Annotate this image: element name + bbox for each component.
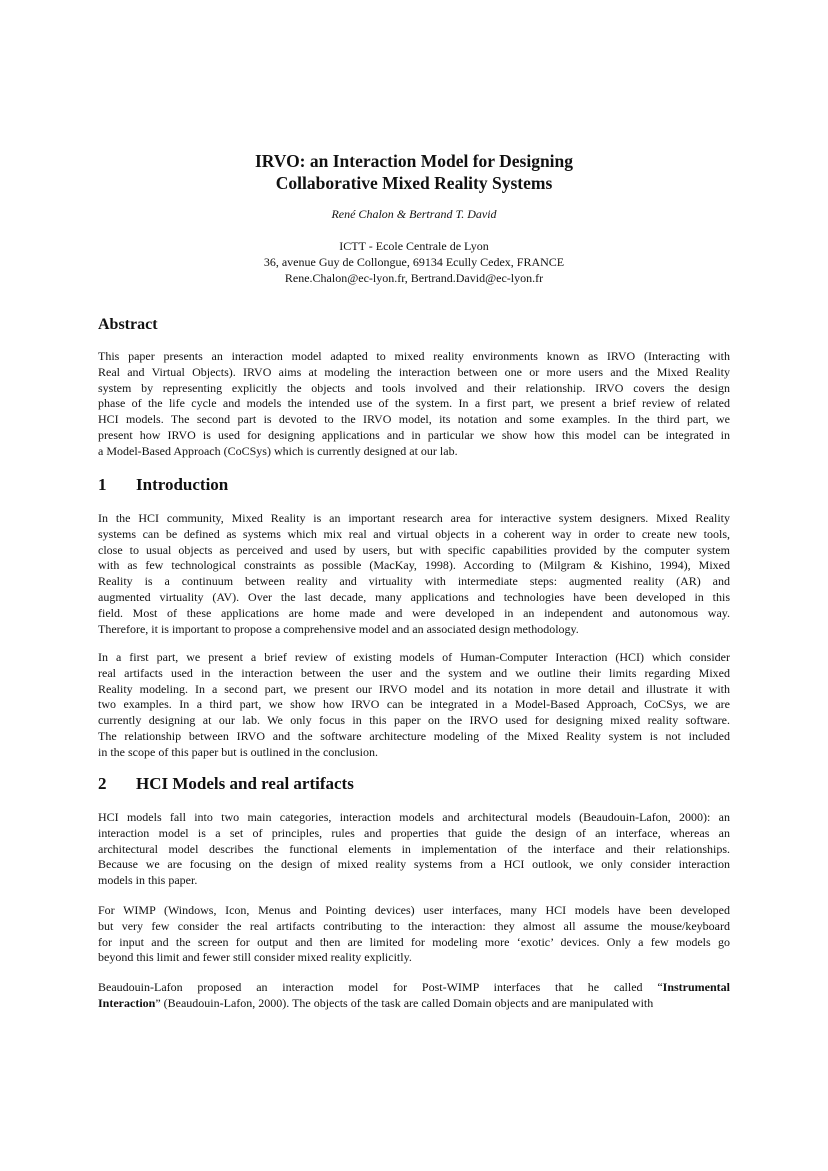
- text-line: Reality modeling. In a second part, we present our IRVO model and its notation in more detail and illustrate it with: [98, 681, 730, 696]
- text-line: In a first part, we present a brief review of existing models of Human-Computer Interaction (HCI) which consider: [98, 650, 730, 664]
- text-line: In the HCI community, Mixed Reality is an important research area for interactive system designers. Mixed Reality: [98, 511, 730, 525]
- text-line: interaction model is a set of principles, rules and properties that guide the design of an interface, whereas an: [98, 825, 730, 840]
- text-line: Because we are focusing on the design of mixed reality systems from a HCI outlook, we only consider interaction: [98, 857, 730, 872]
- intro-paragraph-1: [98, 511, 730, 637]
- section-1-heading: [98, 475, 228, 495]
- affiliation-institution: ICTT - Ecole Centrale de Lyon: [339, 239, 489, 253]
- affiliation-address: 36, avenue Guy de Collongue, 69134 Ecully Cedex, FRANCE: [263, 255, 565, 269]
- text-line: models in this paper.: [98, 873, 198, 888]
- abstract-heading: Abstract: [98, 316, 158, 333]
- term-interaction: Interaction: [98, 995, 156, 1010]
- text-line: Reality is a continuum between reality and virtuality with intermediate steps: augmented reality (AR) and: [98, 574, 730, 589]
- paper-authors: René Chalon & Bertrand T. David: [331, 207, 497, 221]
- title-line-1: IRVO: an Interaction Model for Designing: [254, 151, 574, 171]
- section-2-paragraph-2: [98, 903, 730, 966]
- section-title: HCI Models and real artifacts: [136, 774, 354, 793]
- text-line: close to usual objects as perceived and used by users, but with specific capabilities provided by the computer system: [98, 542, 730, 557]
- text-line: present how IRVO is used for designing applications and in particular we show how this model can be integrated in: [98, 427, 730, 442]
- text-line: beyond this limit and fewer still consider mixed reality explicitly.: [98, 950, 412, 965]
- section-2-paragraph-1: [98, 810, 730, 889]
- text-line: [98, 996, 730, 1012]
- text-run: ” (Beaudouin-Lafon, 2000). The objects of the task are called Domain objects and are manipulated with: [155, 995, 654, 1010]
- text-line: HCI models fall into two main categories, interaction models and architectural models (Beaudouin-Lafon, 2000): an: [98, 810, 730, 824]
- section-2-heading: [98, 774, 354, 794]
- text-line: [98, 980, 730, 996]
- text-line: This paper presents an interaction model adapted to mixed reality environments known as IRVO (Interacting with: [98, 349, 730, 363]
- text-line: Therefore, it is important to propose a comprehensive model and an associated design methodology.: [98, 621, 579, 636]
- text-line: system by representing explicitly the objects and tools involved and their relationship. IRVO covers the design: [98, 380, 730, 395]
- text-line: architectural model describes the functional elements in implementation of the interface and their relationships.: [98, 841, 730, 856]
- text-line: For WIMP (Windows, Icon, Menus and Pointing devices) user interfaces, many HCI models have been developed: [98, 903, 730, 917]
- section-title: Introduction: [136, 475, 229, 494]
- section-number: 1: [98, 475, 107, 494]
- text-line: but very few consider the real artifacts contributing to the interaction: they almost all assume the mouse/keyboard: [98, 918, 730, 933]
- title-line-2: Collaborative Mixed Reality Systems: [275, 173, 553, 193]
- intro-paragraph-2: [98, 650, 730, 761]
- text-run: Beaudouin-Lafon proposed an interaction model for Post-WIMP interfaces that he called “: [98, 980, 663, 994]
- text-line: systems can be defined as systems which mix real and virtual objects in a coherent way in order to create new tools,: [98, 526, 730, 541]
- text-line: for input and the screen for output and then are limited for modeling more ‘exotic’ devices. Only a few models go: [98, 934, 730, 949]
- text-line: phase of the life cycle and models the intended use of the system. In a first part, we present a brief review of related: [98, 396, 730, 411]
- paper-title: [98, 150, 730, 194]
- text-line: in the scope of this paper but is outlined in the conclusion.: [98, 744, 378, 759]
- section-number: 2: [98, 774, 107, 793]
- text-line: two examples. In a third part, we show how IRVO can be integrated in a Model-Based Approach, CoCSys, we are: [98, 697, 730, 712]
- text-line: with as few technological constraints as possible (MacKay, 1998). According to (Milgram & Kishino, 1994), Mixed: [98, 558, 730, 573]
- text-line: currently designing at our lab. We only focus in this paper on the IRVO used for designing mixed reality software.: [98, 713, 730, 728]
- text-line: a Model-Based Approach (CoCSys) which is currently designed at our lab.: [98, 443, 458, 458]
- affiliation-emails: Rene.Chalon@ec-lyon.fr, Bertrand.David@ec-lyon.fr: [284, 271, 544, 285]
- text-line: field. Most of these applications are home made and were developed in an independent and autonomous way.: [98, 605, 730, 620]
- text-line: real artifacts used in the interaction between the user and the system and we outline their limits regarding Mixed: [98, 665, 730, 680]
- author-affiliation: [98, 238, 730, 286]
- text-line: The relationship between IRVO and the software architecture modeling of the Mixed Reality system is not included: [98, 728, 730, 743]
- term-instrumental: Instrumental: [662, 980, 730, 994]
- text-line: augmented virtuality (AV). Over the last decade, many applications and technologies have been developed in this: [98, 589, 730, 604]
- abstract-paragraph: [98, 349, 730, 460]
- text-line: Real and Virtual Objects). IRVO aims at modeling the interaction between one or more users and the Mixed Reality: [98, 364, 730, 379]
- text-line: HCI models. The second part is devoted to the IRVO model, its notation and some examples. In the third part, we: [98, 412, 730, 427]
- section-2-paragraph-3: [98, 980, 730, 1012]
